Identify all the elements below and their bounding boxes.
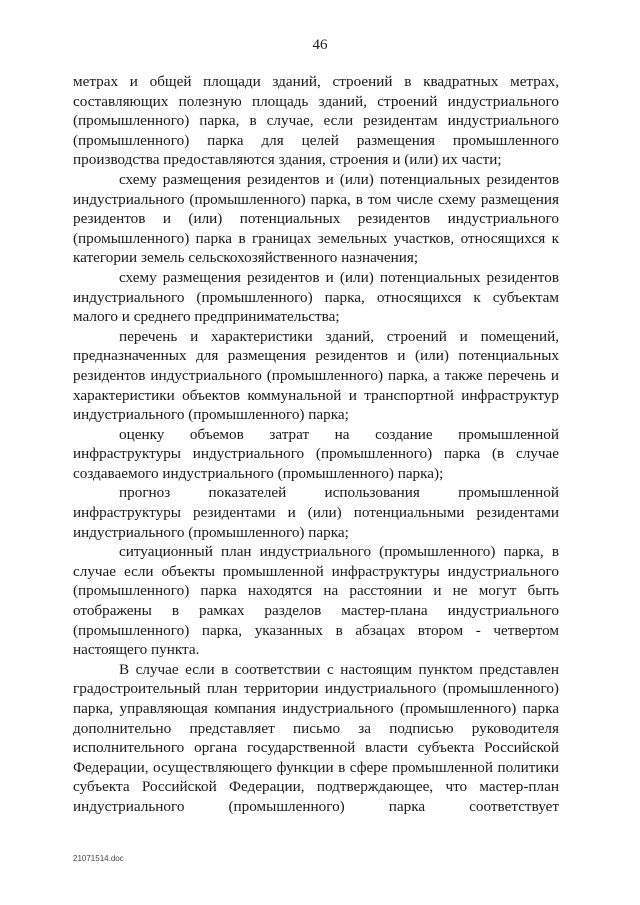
file-name-footer: 21071514.doc — [73, 854, 124, 863]
page-number: 46 — [312, 37, 328, 53]
paragraph-buildings-list: перечень и характеристики зданий, строений и помещений, предназначенных для размещения резидентов и (или) потенциальных резидентов индустриального (промышленного) парка, а также перечень и характеристики объектов коммунальной и транспортной инфраструктур индустриального (промышленного) парка; — [73, 327, 559, 424]
paragraph-usage-forecast: прогноз показателей использования промышленной инфраструктуры резидентами и (или) потенциальными резидентами индустриального (промышленного) парка; — [73, 484, 559, 541]
paragraph-cost-estimate: оценку объемов затрат на создание промышленной инфраструктуры индустриального (промышленного) парка (в случае создаваемого индустриального (промышленного) парка); — [73, 425, 559, 482]
document-body — [73, 72, 559, 817]
paragraph-resident-scheme: схему размещения резидентов и (или) потенциальных резидентов индустриального (промышленного) парка, в том числе схему размещения резидентов и (или) потенциальных резидентов индустриального (промышленного) парка в границах земельных участков, относящихся к категории земель сельскохозяйственного назначения; — [73, 170, 559, 267]
paragraph-situational-plan: ситуационный план индустриального (промышленного) парка, в случае если объекты промышленной инфраструктуры индустриального (промышленного) парка находятся на расстоянии и не могут быть отображены в рамках разделов мастер-плана индустриального (промышленного) парка, указанных в абзацах втором - четвертом настоящего пункта. — [73, 543, 559, 659]
paragraph-sme-scheme: схему размещения резидентов и (или) потенциальных резидентов индустриального (промышленного) парка, относящихся к субъектам малого и среднего предпринимательства; — [73, 268, 559, 326]
paragraph-town-planning: В случае если в соответствии с настоящим пунктом представлен градостроительный план территории индустриального (промышленного) парка, управляющая компания индустриального (промышленного) парка дополнительно представляет письмо за подписью руководителя исполнительного органа государственной власти субъекта Российской Федерации, осуществляющего функции в сфере промышленной политики субъекта Российской Федерации, подтверждающее, что мастер-план индустриального (промышленного) парка соответствует — [73, 660, 559, 815]
paragraph-continuation: метрах и общей площади зданий, строений в квадратных метрах, составляющих полезную площадь зданий, строений индустриального (промышленного) парка, в случае, если резидентам индустриального (промышленного) парка для целей размещения промышленного производства предоставляются здания, строения и (или) их части; — [73, 73, 559, 169]
